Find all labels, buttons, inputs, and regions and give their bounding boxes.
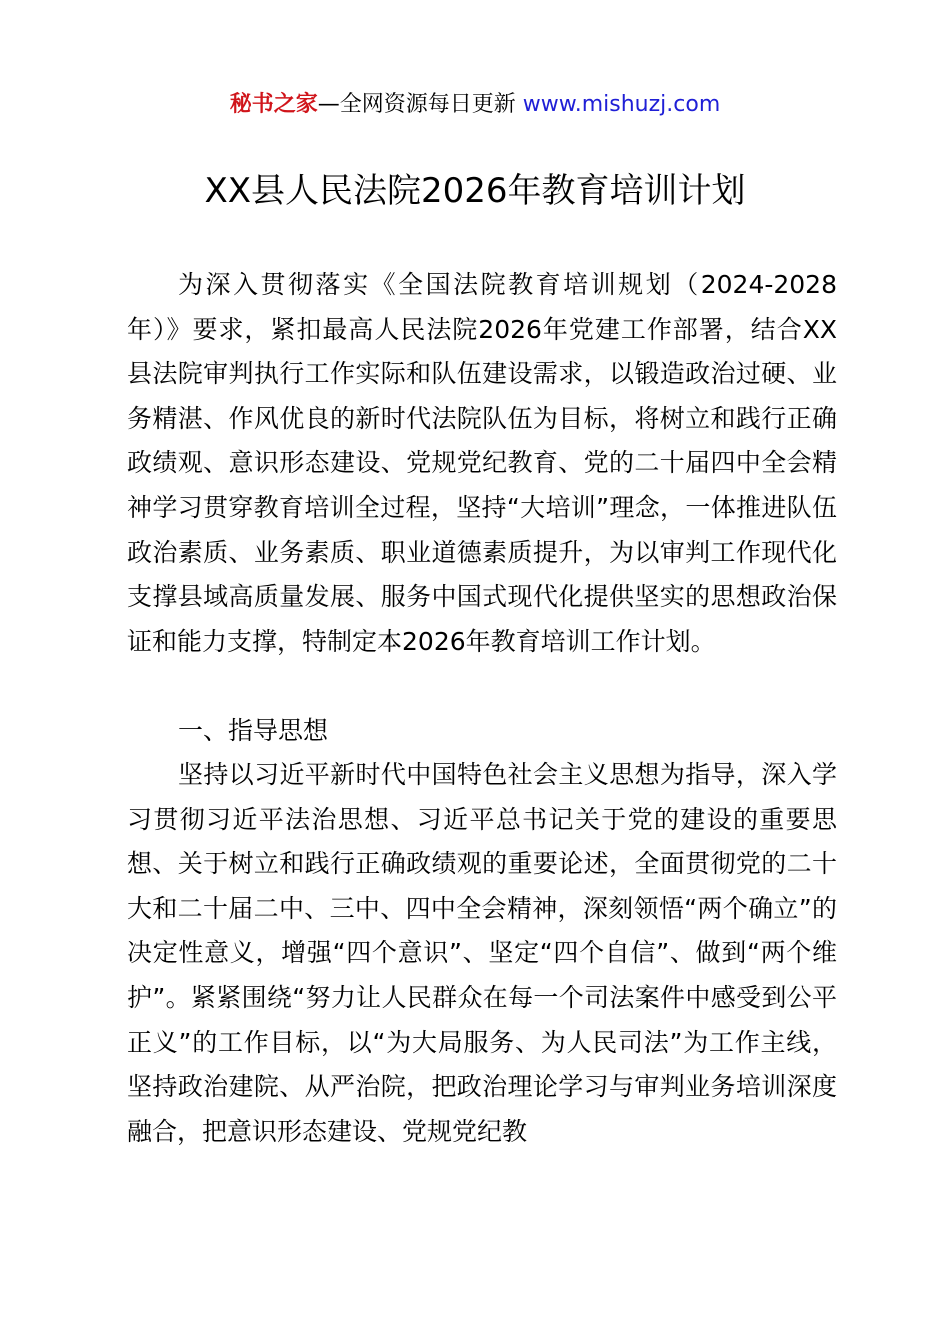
intro-paragraph: 为深入贯彻落实《全国法院教育培训规划（2024-2028年）》要求，紧扣最高人民法院2026年党建工作部署，结合XX县法院审判执行工作实际和队伍建设需求，以锻造政治过硬、业务精湛、作风优良的新时代法院队伍为目标，将树立和践行正确政绩观、意识形态建设、党规党纪教育、党的二十届四中全会精神学习贯穿教育培训全过程，坚持“大培训”理念，一体推进队伍政治素质、业务素质、职业道德素质提升，为以审判工作现代化支撑县域高质量发展、服务中国式现代化提供坚实的思想政治保证和能力支撑，特制定本2026年教育培训工作计划。	[127, 270, 837, 656]
header-tagline: —全网资源每日更新	[317, 92, 516, 117]
section-heading-guiding-ideology: 一、指导思想	[178, 716, 329, 745]
site-url-link[interactable]: www.mishuzj.com	[522, 92, 721, 117]
guiding-ideology-paragraph: 坚持以习近平新时代中国特色社会主义思想为指导，深入学习贯彻习近平法治思想、习近平总书记关于党的建设的重要思想、关于树立和践行正确政绩观的重要论述，全面贯彻党的二十大和二十届二中、三中、四中全会精神，深刻领悟“两个确立”的决定性意义，增强“四个意识”、坚定“四个自信”、做到“两个维护”。紧紧围绕“努力让人民群众在每一个司法案件中感受到公平正义”的工作目标，以“为大局服务、为人民司法”为工作主线，坚持政治建院、从严治院，把政治理论学习与审判业务培训深度融合，把意识形态建设、党规党纪教	[127, 760, 837, 1146]
site-header	[0, 88, 950, 122]
document-title: XX县人民法院2026年教育培训计划	[204, 171, 746, 211]
brand-name: 秘书之家	[229, 92, 318, 117]
